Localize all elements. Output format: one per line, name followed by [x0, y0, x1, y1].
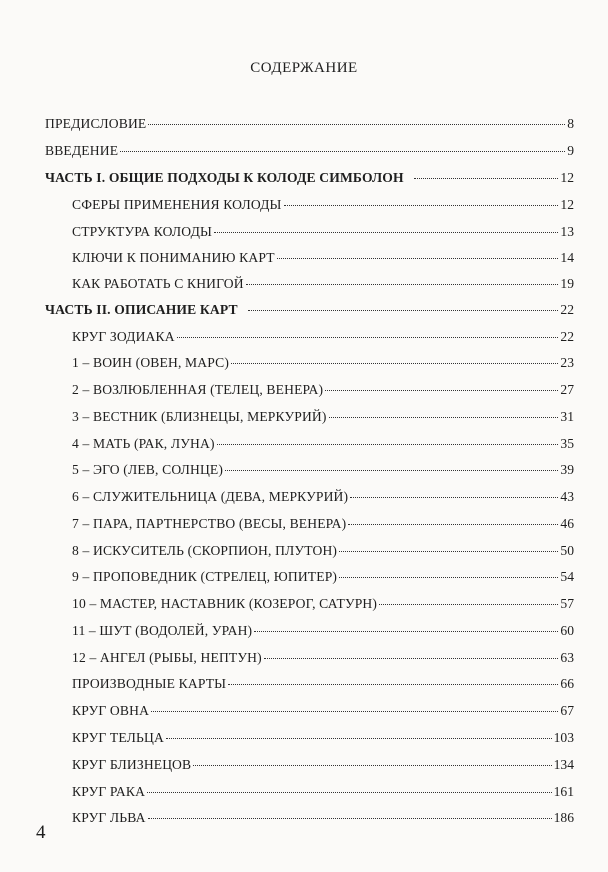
toc-entry-page: 19 — [560, 276, 574, 291]
toc-entry — [72, 648, 574, 668]
toc-entry — [72, 460, 574, 480]
dot-leader — [414, 178, 559, 179]
toc-entry-label: КРУГ РАКА — [72, 784, 146, 799]
toc-entry-label: КРУГ БЛИЗНЕЦОВ — [72, 757, 192, 772]
toc-entry-page: 60 — [560, 623, 574, 638]
toc-entry-label: ЧАСТЬ II. ОПИСАНИЕ КАРТ — [45, 302, 238, 317]
toc-entry — [72, 674, 574, 694]
toc-entry-page: 22 — [560, 302, 574, 317]
toc-entry-page: 134 — [553, 757, 574, 772]
toc-entry — [72, 541, 574, 561]
dot-leader — [177, 337, 559, 338]
toc-entry-page: 67 — [560, 703, 574, 718]
toc-entry-label: КЛЮЧИ К ПОНИМАНИЮ КАРТ — [72, 250, 275, 265]
toc-entry — [72, 594, 574, 614]
toc-entry — [45, 168, 574, 188]
toc-entry-label: 4 – МАТЬ (РАК, ЛУНА) — [72, 436, 215, 451]
toc-entry-page: 9 — [567, 143, 574, 158]
toc-entry — [72, 808, 574, 828]
toc-entry-label: 11 – ШУТ (ВОДОЛЕЙ, УРАН) — [72, 623, 253, 638]
dot-leader — [148, 818, 552, 819]
toc-entry-page: 23 — [560, 355, 574, 370]
dot-leader — [148, 124, 565, 125]
dot-leader — [225, 470, 558, 471]
toc-entry-page: 13 — [560, 224, 574, 239]
toc-entry — [72, 782, 574, 802]
dot-leader — [120, 151, 565, 152]
dot-leader — [277, 258, 559, 259]
dot-leader — [228, 684, 558, 685]
toc-entry-page: 66 — [560, 676, 574, 691]
toc-entry — [72, 434, 574, 454]
toc-entry-label: 9 – ПРОПОВЕДНИК (СТРЕЛЕЦ, ЮПИТЕР) — [72, 569, 338, 584]
dot-leader — [214, 232, 558, 233]
toc-entry — [72, 621, 574, 641]
toc-entry — [72, 274, 574, 294]
dot-leader — [248, 310, 559, 311]
toc-entry-page: 46 — [560, 516, 574, 531]
toc-entry-label: СФЕРЫ ПРИМЕНЕНИЯ КОЛОДЫ — [72, 197, 282, 212]
toc-entry-label: ЧАСТЬ I. ОБЩИЕ ПОДХОДЫ К КОЛОДЕ СИМБОЛОН — [45, 170, 404, 185]
dot-leader — [264, 658, 559, 659]
toc-entry-label: КРУГ ОВНА — [72, 703, 150, 718]
dot-leader — [231, 363, 558, 364]
dot-leader — [350, 497, 558, 498]
dot-leader — [379, 604, 558, 605]
toc-entry — [72, 407, 574, 427]
toc-entry-page: 14 — [560, 250, 574, 265]
toc-entry-label: КАК РАБОТАТЬ С КНИГОЙ — [72, 276, 244, 291]
toc-entry — [72, 380, 574, 400]
toc-entry — [45, 141, 574, 161]
toc-entry — [72, 728, 574, 748]
toc-entry-label: ВВЕДЕНИЕ — [45, 143, 119, 158]
toc-entry-page: 35 — [560, 436, 574, 451]
toc-title: СОДЕРЖАНИЕ — [250, 60, 358, 76]
toc-entry — [72, 248, 574, 268]
toc-entry-label: КРУГ ЗОДИАКА — [72, 329, 175, 344]
dot-leader — [339, 551, 558, 552]
toc-entry — [72, 195, 574, 215]
toc-entry-page: 12 — [560, 170, 574, 185]
toc-entry-label: 5 – ЭГО (ЛЕВ, СОЛНЦЕ) — [72, 462, 224, 477]
toc-entry-label: ПРЕДИСЛОВИЕ — [45, 116, 147, 131]
toc-entry-page: 12 — [560, 197, 574, 212]
toc-entry — [72, 487, 574, 507]
toc-entry — [45, 114, 574, 134]
dot-leader — [284, 205, 559, 206]
toc-entry-page: 8 — [567, 116, 574, 131]
toc-entry-page: 57 — [560, 596, 574, 611]
toc-entry-label: 1 – ВОИН (ОВЕН, МАРС) — [72, 355, 230, 370]
toc-entry — [72, 327, 574, 347]
toc-entry-label: 7 – ПАРА, ПАРТНЕРСТВО (ВЕСЫ, ВЕНЕРА) — [72, 516, 347, 531]
page-number: 4 — [36, 822, 46, 843]
toc-entry-label: КРУГ ЛЬВА — [72, 810, 146, 825]
toc-entry — [45, 300, 574, 320]
toc-entry-page: 186 — [553, 810, 574, 825]
dot-leader — [329, 417, 559, 418]
toc-entry-page: 22 — [560, 329, 574, 344]
dot-leader — [147, 792, 552, 793]
toc-entry-page: 50 — [560, 543, 574, 558]
toc-entry-label: 6 – СЛУЖИТЕЛЬНИЦА (ДЕВА, МЕРКУРИЙ) — [72, 489, 349, 504]
toc-entry-label: ПРОИЗВОДНЫЕ КАРТЫ — [72, 676, 227, 691]
toc-entry-label: 3 – ВЕСТНИК (БЛИЗНЕЦЫ, МЕРКУРИЙ) — [72, 409, 327, 424]
dot-leader — [193, 765, 551, 766]
toc-entry-label: 8 – ИСКУСИТЕЛЬ (СКОРПИОН, ПЛУТОН) — [72, 543, 338, 558]
dot-leader — [254, 631, 558, 632]
dot-leader — [246, 284, 559, 285]
toc-entry-label: КРУГ ТЕЛЬЦА — [72, 730, 164, 745]
toc-entry-label: 10 – МАСТЕР, НАСТАВНИК (КОЗЕРОГ, САТУРН) — [72, 596, 378, 611]
toc-entry-page: 31 — [560, 409, 574, 424]
toc-entry-page: 63 — [560, 650, 574, 665]
toc-entry-page: 39 — [560, 462, 574, 477]
dot-leader — [217, 444, 559, 445]
toc-entry-page: 43 — [560, 489, 574, 504]
toc-entry-page: 103 — [553, 730, 574, 745]
toc-entry — [72, 222, 574, 242]
toc-entry — [72, 567, 574, 587]
dot-leader — [151, 711, 558, 712]
toc-entry-label: СТРУКТУРА КОЛОДЫ — [72, 224, 213, 239]
toc-entry — [72, 353, 574, 373]
dot-leader — [348, 524, 558, 525]
toc-entry-page: 27 — [560, 382, 574, 397]
toc-entry — [72, 755, 574, 775]
toc-entry-page: 54 — [560, 569, 574, 584]
toc-entry — [72, 701, 574, 721]
toc-entry-label: 12 – АНГЕЛ (РЫБЫ, НЕПТУН) — [72, 650, 262, 665]
dot-leader — [325, 390, 558, 391]
dot-leader — [166, 738, 552, 739]
toc-entry-page: 161 — [553, 784, 574, 799]
dot-leader — [339, 577, 558, 578]
toc-entry-label: 2 – ВОЗЛЮБЛЕННАЯ (ТЕЛЕЦ, ВЕНЕРА) — [72, 382, 324, 397]
toc-entry — [72, 514, 574, 534]
